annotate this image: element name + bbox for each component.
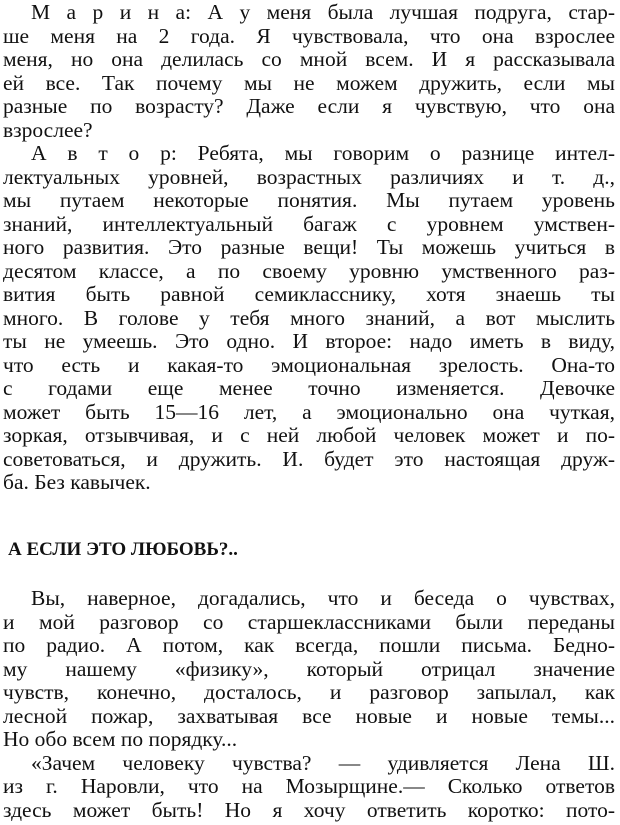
text-line: му нашему «физику», который отрицал значение: [3, 656, 615, 681]
text-line: лектуальных уровней, возрастных различиях и т. д.,: [3, 164, 615, 189]
text-line: и мой разговор со старшеклассниками были переданы: [3, 609, 615, 634]
text-line: много. В голове у тебя много знаний, а вот мыслить: [3, 305, 615, 330]
text-line: лесной пожар, захватывая все новые и новые темы...: [3, 703, 615, 728]
text-line: Но обо всем по порядку...: [3, 727, 238, 751]
text-line: из г. Наровли, что на Мозырщине.— Сколько ответов: [3, 774, 615, 798]
text-line: ей все. Так почему мы не можем дружить, если мы: [3, 70, 615, 95]
text-line: советоваться, и дружить. И. будет это настоящая друж-: [3, 446, 615, 471]
text-line: с годами еще менее точно изменяется. Девочке: [3, 376, 615, 400]
text-line: ты не умеешь. Это одно. И второе: надо иметь в виду,: [3, 329, 615, 353]
section-heading: А ЕСЛИ ЭТО ЛЮБОВЬ?..: [8, 539, 238, 560]
text-line: может быть 15—16 лет, а эмоционально она чуткая,: [3, 399, 615, 424]
text-line: А в т о р: Ребята, мы говорим о разнице интел-: [31, 141, 615, 165]
text-line: чувств, конечно, досталось, и разговор запылал, как: [3, 680, 615, 704]
text-line: Вы, наверное, догадались, что и беседа о чувствах,: [31, 586, 615, 610]
text-line: ба. Без кавычек.: [3, 470, 151, 494]
text-line: М а р и н а: А у меня была лучшая подруга, стар-: [31, 0, 615, 24]
text-line: вития быть равной семикласснику, хотя знаешь ты: [3, 282, 615, 306]
text-line: десятом классе, а по своему уровню умственного раз-: [3, 258, 615, 283]
text-line: что есть и какая-то эмоциональная зрелость. Она-то: [3, 352, 615, 377]
text-line: взрослее?: [3, 117, 93, 142]
text-line: ше меня на 2 года. Я чувствовала, что она взрослее: [3, 23, 615, 48]
text-line: ного развития. Это разные вещи! Ты можешь учиться в: [3, 235, 615, 259]
text-line: зоркая, отзывчивая, и с ней любой человек может и по-: [3, 423, 615, 447]
text-line: мы путаем некоторые понятия. Мы путаем уровень: [3, 188, 615, 212]
text-line: «Зачем человеку чувства? — удивляется Лена Ш.: [31, 750, 615, 775]
text-line: разные по возрасту? Даже если я чувствую, что она: [3, 94, 615, 118]
text-line: здесь может быть! Но я хочу ответить коротко: пото-: [3, 797, 615, 822]
text-line: по радио. А потом, как всегда, пошли письма. Бедно-: [3, 633, 615, 657]
text-line: знаний, интеллектуальный багаж с уровнем умствен-: [3, 211, 615, 236]
text-line: меня, но она делилась со мной всем. И я рассказывала: [3, 47, 615, 71]
